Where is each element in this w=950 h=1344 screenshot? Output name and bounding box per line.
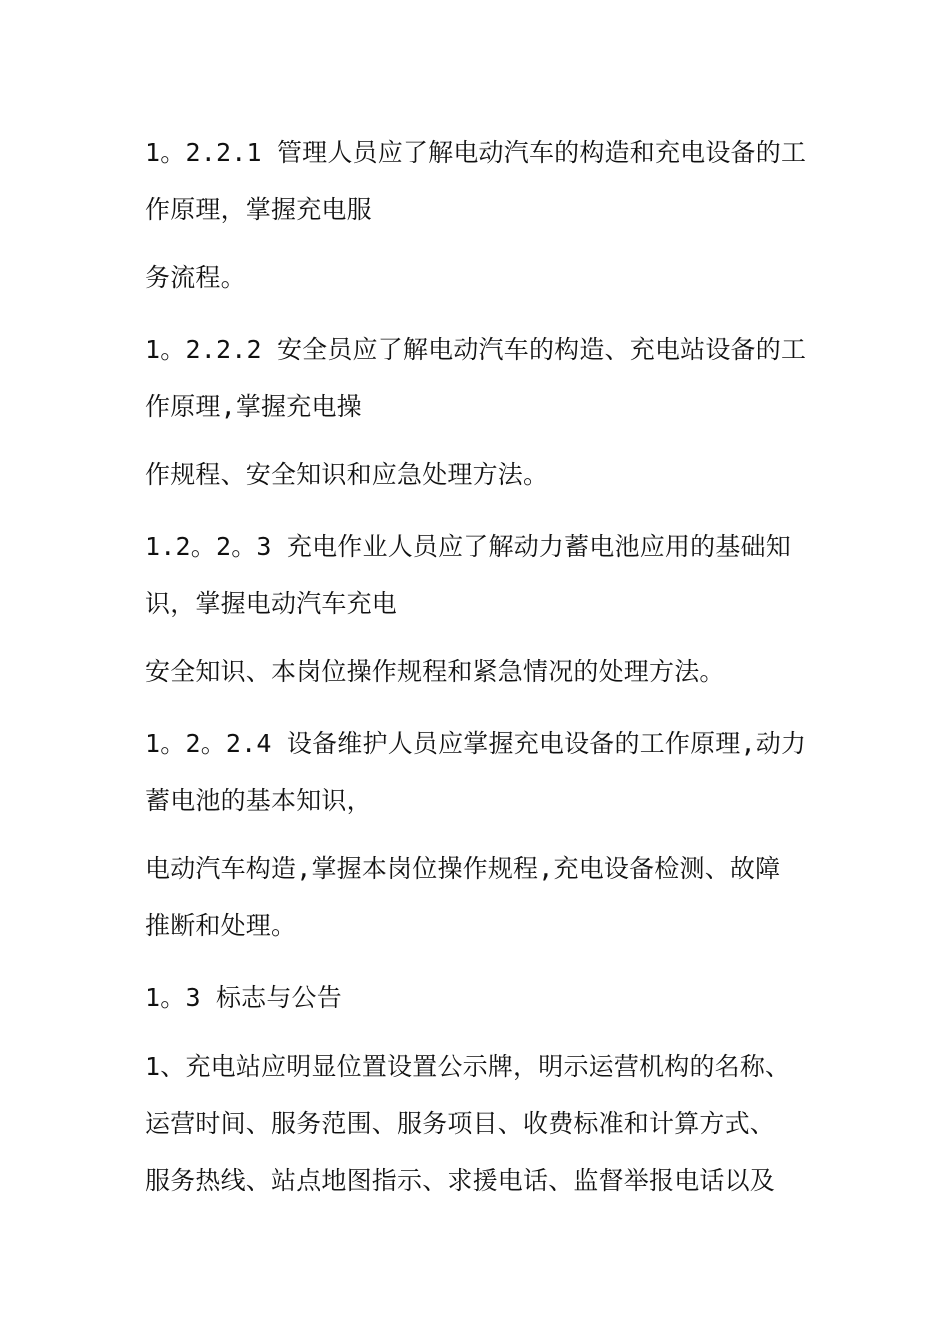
text-line-12: 电动汽车构造,掌握本岗位操作规程,充电设备检测、故障 xyxy=(145,854,781,883)
text-line-11: 蓄电池的基本知识， xyxy=(145,786,372,815)
text-line-17: 服务热线、站点地图指示、求援电话、监督举报电话以及 xyxy=(145,1166,776,1195)
text-line-14: 1。3 标志与公告 xyxy=(145,983,342,1012)
text-line-4: 1。2.2.2 安全员应了解电动汽车的构造、充电站设备的工 xyxy=(145,335,807,364)
text-line-1: 1。2.2.1 管理人员应了解电动汽车的构造和充电设备的工 xyxy=(145,138,807,167)
text-line-16: 运营时间、服务范围、服务项目、收费标准和计算方式、 xyxy=(145,1109,776,1138)
text-line-2: 作原理，掌握充电服 xyxy=(145,195,372,224)
text-line-6: 作规程、安全知识和应急处理方法。 xyxy=(145,460,549,489)
text-line-9: 安全知识、本岗位操作规程和紧急情况的处理方法。 xyxy=(145,657,725,686)
text-line-15: 1、充电站应明显位置设置公示牌，明示运营机构的名称、 xyxy=(145,1052,791,1081)
text-line-3: 务流程。 xyxy=(145,263,246,292)
text-line-7: 1.2。2。3 充电作业人员应了解动力蓄电池应用的基础知 xyxy=(145,532,791,561)
text-line-5: 作原理,掌握充电操 xyxy=(145,392,362,421)
text-line-13: 推断和处理。 xyxy=(145,911,297,940)
text-line-8: 识，掌握电动汽车充电 xyxy=(145,589,398,618)
text-line-10: 1。2。2.4 设备维护人员应掌握充电设备的工作原理,动力 xyxy=(145,729,807,758)
